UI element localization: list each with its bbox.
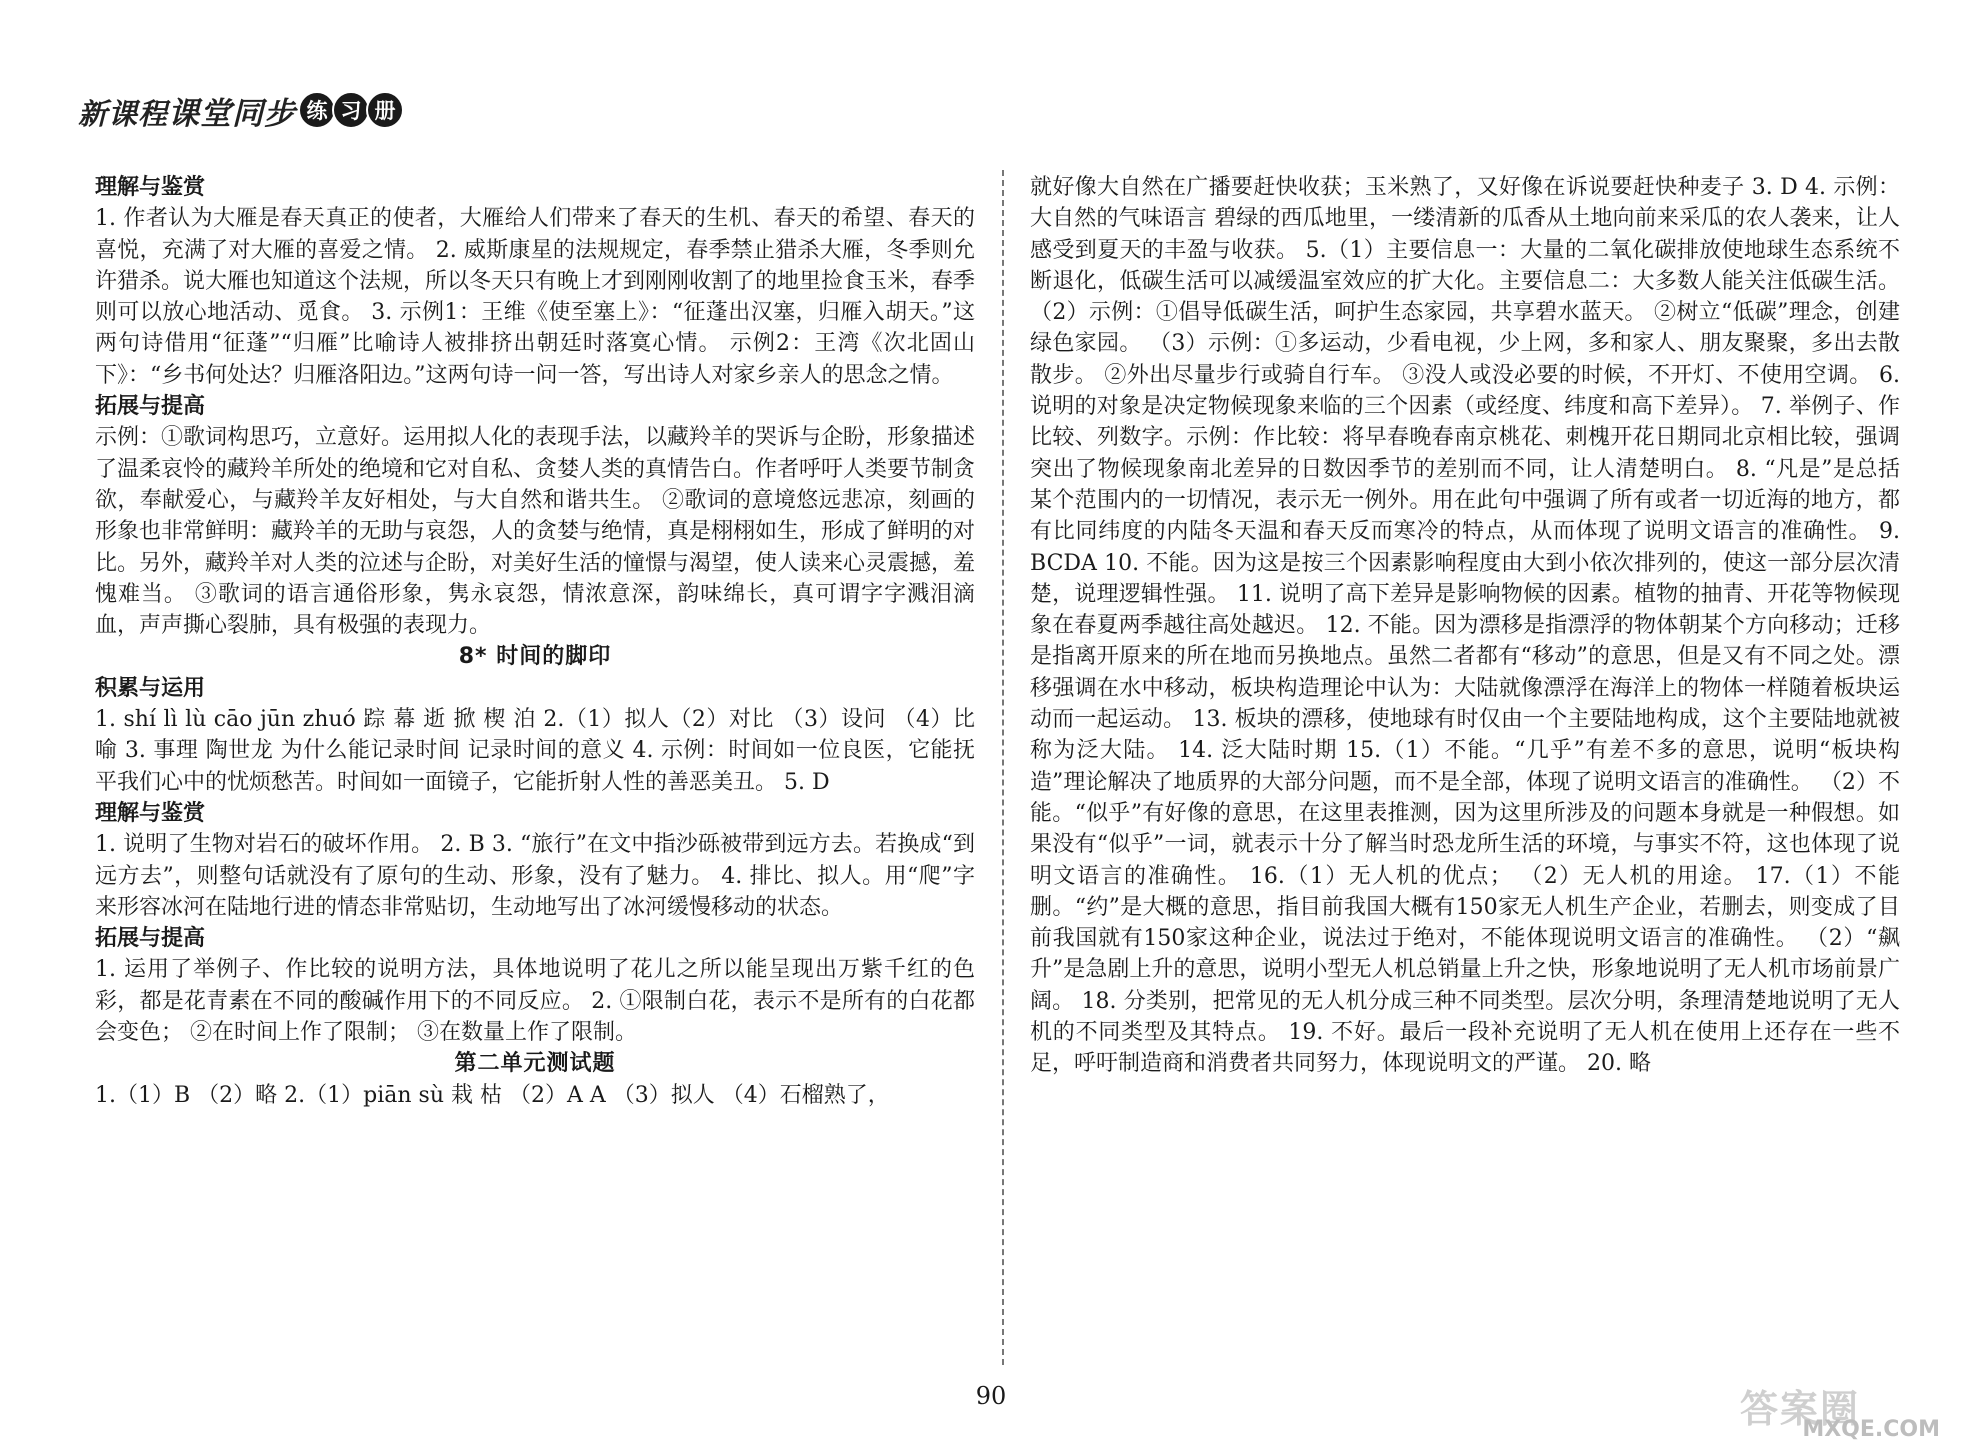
section-heading: 理解与鉴赏: [95, 175, 206, 200]
page-number: 90: [975, 1382, 1007, 1410]
answer-paragraph: 1. 运用了举例子、作比较的说明方法，具体地说明了花儿之所以能呈现出万紫千红的色彩，都是花青素在不同的酸碱作用下的不同反应。 2. ①限制白花，表示不是所有的白花都会变色； ②在时间上作了限制； ③在数量上作了限制。: [95, 957, 975, 1046]
page-header: [78, 86, 404, 134]
unit-test-title: 第二单元测试题: [454, 1051, 616, 1077]
answer-paragraph: 就好像大自然在广播要赶快收获；玉米熟了，又好像在诉说要赶快种麦子 3. D 4. 示例：大自然的气味语言 碧绿的西瓜地里，一缕清新的瓜香从土地向前来采瓜的农人袭来，让人感受到夏天的丰盈与收获。 5.（1）主要信息一：大量的二氧化碳排放使地球生态系统不断退化，低碳生活可以减缓温室效应的扩大化。主要信息二：大多数人能关注低碳生活。 （2）示例：①倡导低碳生活，呵护生态家园，共享碧水蓝天。 ②树立“低碳”理念，创建绿色家园。 （3）示例：①多运动，少看电视，少上网，多和家人、朋友聚聚，多出去散散步。 ②外出尽量步行或骑自行车。 ③没人或没必要的时候，不开灯、不使用空调。 6. 说明的对象是决定物候现象来临的三个因素（或经度、纬度和高下差异）。 7. 举例子、作比较、列数字。示例：作比较：将早春晚春南京桃花、刺槐开花日期同北京相比较，强调突出了物候现象南北差异的日数因季节的差别而不同，让人清楚明白。 8. “凡是”是总括某个范围内的一切情况，表示无一例外。用在此句中强调了所有或者一切近海的地方，都有比同纬度的内陆冬天温和春天反而寒冷的特点，从而体现了说明文语言的准确性。 9. BCDA 10. 不能。因为这是按三个因素影响程度由大到小依次排列的，使这一部分层次清楚，说理逻辑性强。 11. 说明了高下差异是影响物候的因素。植物的抽青、开花等物候现象在春夏两季越往高处越迟。 12. 不能。因为漂移是指漂浮的物体朝某个方向移动；迁移是指离开原来的所在地而另换地点。虽然二者都有“移动”的意思，但是又有不同之处。漂移强调在水中移动，板块构造理论中认为：大陆就像漂浮在海洋上的物体一样随着板块运动而一起运动。 13. 板块的漂移，使地球有时仅由一个主要陆地构成，这个主要陆地就被称为泛大陆。 14. 泛大陆时期 15.（1）不能。“几乎”有差不多的意思，说明“板块构造”理论解决了地质界的大部分问题，而不是全部，体现了说明文语言的准确性。 （2）不能。“似乎”有好像的意思，在这里表推测，因为这里所涉及的问题本身就是一种假想。如果没有“似乎”一词，就表示十分了解当时恐龙所生活的环境，与事实不符，这也体现了说明文语言的准确性。 16.（1）无人机的优点； （2）无人机的用途。 17.（1）不能删。“约”是大概的意思，指目前我国大概有150家无人机生产企业，若删去，则变成了目前我国就有150家这种企业，说法过于绝对，不能体现说明文语言的准确性。 （2）“飙升”是急剧上升的意思，说明小型无人机总销量上升之快，形象地说明了无人机市场前景广阔。 18. 分类别，把常见的无人机分成三种不同类型。层次分明，条理清楚地说明了无人机的不同类型及其特点。 19. 不好。最后一段补充说明了无人机在使用上还存在一些不足，呼吁制造商和消费者共同努力，体现说明文的严谨。 20. 略: [1030, 175, 1900, 1077]
badge-xi: 习: [332, 91, 370, 129]
right-column: [1030, 172, 1900, 1080]
answer-paragraph: 1. 说明了生物对岩石的破坏作用。 2. B 3. “旅行”在文中指沙砾被带到远方去。若换成“到远方去”，则整句话就没有了原句的生动、形象，没有了魅力。 4. 排比、拟人。用“爬”字来形容冰河在陆地行进的情态非常贴切，生动地写出了冰河缓慢移动的状态。: [95, 832, 975, 920]
watermark-logo: [1740, 1378, 1940, 1442]
series-brand: 新课程: [78, 96, 169, 131]
answer-paragraph: 1. 作者认为大雁是春天真正的使者，大雁给人们带来了春天的生机、春天的希望、春天的喜悦，充满了对大雁的喜爱之情。 2. 威斯康星的法规规定，春季禁止猎杀大雁，冬季则允许猎杀。说大雁也知道这个法规，所以冬天只有晚上才到刚刚收割了的地里捡食玉米，春季则可以放心地活动、觅食。 3. 示例1：王维《使至塞上》：“征蓬出汉塞，归雁入胡天。”这两句诗借用“征蓬”“归雁”比喻诗人被排挤出朝廷时落寞心情。 示例2：王湾《次北固山下》：“乡书何处达？归雁洛阳边。”这两句诗一问一答，写出诗人对家乡亲人的思念之情。: [95, 206, 976, 388]
section-heading: 积累与运用: [95, 675, 206, 701]
section-heading: 理解与鉴赏: [95, 800, 206, 826]
answer-paragraph: 1.（1）B （2）略 2.（1）piān sù 栽 枯 （2）A A （3）拟人 （4）石榴熟了，: [95, 1082, 890, 1108]
section-heading: 拓展与提高: [95, 926, 206, 952]
badge-lian: 练: [298, 91, 336, 129]
section-heading: 拓展与提高: [95, 394, 206, 420]
watermark-text: 答案圈: [1740, 1387, 1861, 1431]
watermark-url: MXQE.COM: [1802, 1417, 1940, 1442]
lesson-title: 8* 时间的脚印: [458, 644, 612, 670]
column-divider: [1002, 170, 1004, 1365]
series-badges: [302, 91, 404, 129]
badge-ce: 册: [366, 91, 404, 129]
left-column: [95, 172, 975, 1111]
answer-paragraph: 示例：①歌词构思巧，立意好。运用拟人化的表现手法，以藏羚羊的哭诉与企盼，形象描述了温柔哀怜的藏羚羊所处的绝境和它对自私、贪婪人类的真情告白。作者呼吁人类要节制贪欲，奉献爱心，与藏羚羊友好相处，与大自然和谐共生。 ②歌词的意境悠远悲凉，刻画的形象也非常鲜明：藏羚羊的无助与哀怨，人的贪婪与绝情，真是栩栩如生，形成了鲜明的对比。另外，藏羚羊对人类的泣述与企盼，对美好生活的憧憬与渴望，使人读来心灵震撼，羞愧难当。 ③歌词的语言通俗形象，隽永哀怨，情浓意深，韵味绵长，真可谓字字溅泪滴血，声声撕心裂肺，具有极强的表现力。: [95, 425, 976, 639]
series-course: 课堂同步: [168, 95, 297, 132]
series-title: [78, 88, 296, 133]
answer-paragraph: 1. shí lì lù cāo jūn zhuó 踪 幕 逝 掀 楔 泊 2.（1）拟人（2）对比 （3）设问 （4）比喻 3. 事理 陶世龙 为什么能记录时间 记录时间的意义 4. 示例：时间如一位良医，它能抚平我们心中的忧烦愁苦。时间如一面镜子，它能折射人性的善恶美丑。 5. D: [95, 707, 975, 795]
